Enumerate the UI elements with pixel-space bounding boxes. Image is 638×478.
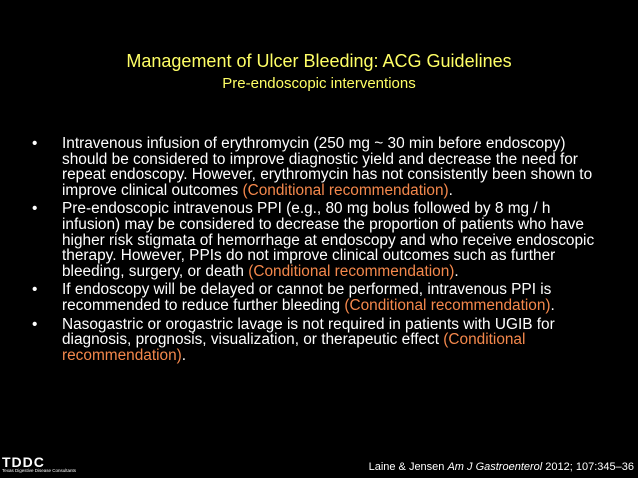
recommendation-label: (Conditional recommendation) (248, 262, 455, 280)
recommendation-label: (Conditional recommendation) (242, 181, 449, 199)
bullet-item (32, 201, 612, 279)
recommendation-label: (Conditional recommendation) (344, 296, 551, 314)
bullet-item (32, 136, 612, 198)
recommendation-label: (Conditional recommendation) (62, 331, 526, 364)
bullet-dot-icon: • (32, 200, 38, 218)
slide-title: Management of Ulcer Bleeding: ACG Guidelines (126, 51, 512, 71)
citation-details: 2012; 107:345–36 (542, 461, 634, 473)
bullet-dot-icon: • (32, 315, 38, 333)
bullet-dot-icon: • (32, 281, 38, 299)
bullet-text: Nasogastric or orogastric lavage is not required in patients with UGIB for diagnosis, prognosis, visualization, or therapeutic effect (62, 315, 555, 349)
bullet-end: . (448, 181, 453, 199)
bullet-text: Intravenous infusion of erythromycin (250 mg ~ 30 min before endoscopy) should be considered to improve diagnostic yield and decrease the need for repeat endoscopy. However, erythromycin has not consistently been shown to improve clinical outcomes (62, 135, 593, 199)
citation-journal: Am J Gastroenterol (447, 461, 543, 473)
bullet-list (32, 136, 612, 366)
slide-subtitle: Pre-endoscopic interventions (222, 75, 416, 92)
citation-footer (369, 461, 634, 473)
bullet-end: . (550, 296, 555, 314)
logo-subtext: Texas Digestive Disease Consultants (2, 468, 77, 473)
citation-authors: Laine & Jensen (368, 461, 448, 473)
bullet-text: If endoscopy will be delayed or cannot be performed, intravenous PPI is recommended to reduce further bleeding (62, 281, 552, 314)
tddc-logo (2, 454, 77, 477)
bullet-item (32, 282, 612, 313)
bullet-text: Pre-endoscopic intravenous PPI (e.g., 80 mg bolus followed by 8 mg / h infusion) may be considered to decrease the proportion of patients who have higher risk stigmata of hemorrhage at endoscopy and who receive endoscopic therapy. However, PPIs do not improve clinical outcomes such as further bleeding, surgery, or death (62, 200, 595, 280)
bullet-end: . (454, 262, 459, 280)
bullet-item (32, 317, 612, 364)
logo-name: TDDC (2, 454, 45, 470)
bullet-end: . (181, 346, 187, 364)
bullet-dot-icon: • (32, 135, 38, 152)
